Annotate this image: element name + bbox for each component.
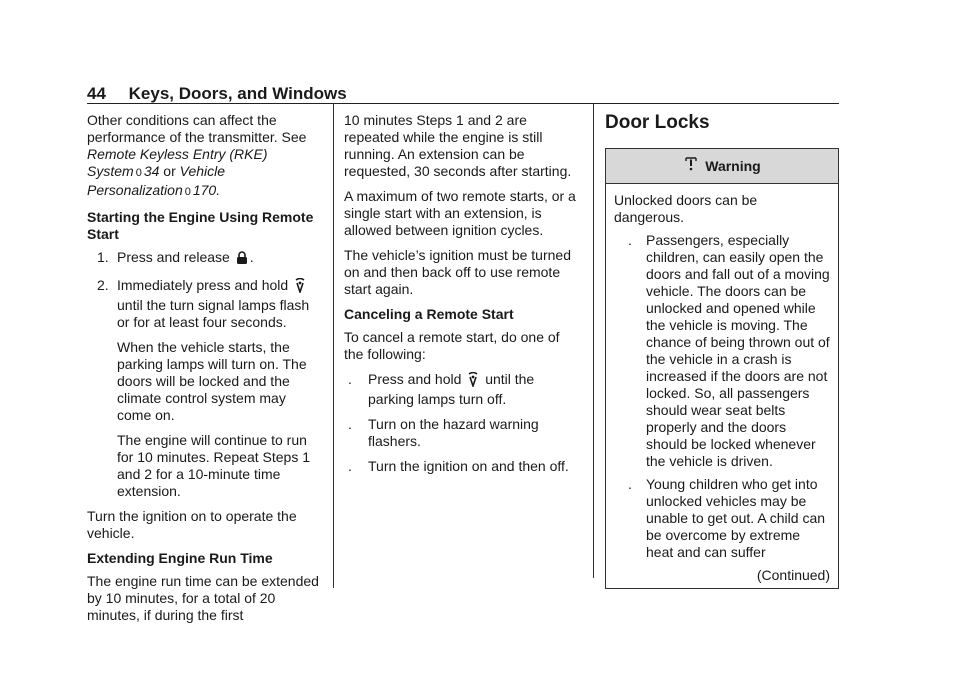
ref-page-personalization[interactable]: 170 — [192, 182, 217, 198]
continued-label: (Continued) — [756, 567, 830, 583]
column-3 — [605, 112, 839, 589]
warning-box — [605, 148, 839, 589]
list-item: . Turn on the hazard warning flashers. — [348, 416, 539, 449]
remote-start-icon — [467, 372, 479, 391]
warning-intro: Unlocked doors can be dangerous. — [614, 192, 758, 225]
subheading-starting: Starting the Engine Using Remote Start — [87, 209, 314, 242]
warning-icon — [683, 156, 699, 176]
ref-link-personalization[interactable]: Vehicle Personalization — [87, 163, 226, 198]
step-note: When the vehicle starts, the parking lamps will turn on. The doors will be locked and the climate control system may come on. — [117, 339, 307, 423]
warning-header — [606, 149, 838, 184]
page-title: Keys, Doors, and Windows — [128, 84, 347, 103]
lock-icon — [236, 251, 248, 269]
remote-start-icon — [294, 278, 306, 297]
body-paragraph: A maximum of two remote starts, or a single start with an extension, is allowed between ignition cycles. — [344, 188, 576, 238]
page-ref-icon: 0 — [184, 186, 191, 198]
page-ref-icon: 0 — [135, 167, 142, 179]
warning-label: Warning — [705, 157, 761, 174]
list-item: . Turn the ignition on and then off. — [348, 458, 569, 474]
list-item: . Press and hold until the parking lamps turn off. — [348, 371, 535, 407]
body-paragraph: The engine run time can be extended by 10 minutes, for a total of 20 minutes, if during the first — [87, 573, 319, 623]
body-paragraph: Turn the ignition on to operate the vehicle. — [87, 508, 297, 541]
column-divider — [593, 104, 594, 578]
steps-list — [87, 249, 319, 500]
body-paragraph: To cancel a remote start, do one of the following: — [344, 329, 560, 362]
intro-paragraph: Other conditions can affect the performance of the transmitter. See Remote Keyless Entry (RKE) System 0 34 or Vehicle Personalization 0 170. — [87, 112, 307, 198]
body-paragraph: 10 minutes Steps 1 and 2 are repeated while the engine is still running. An extension can be requested, 30 seconds after starting. — [344, 112, 572, 179]
subheading-extending: Extending Engine Run Time — [87, 550, 273, 566]
page-number: 44 — [87, 84, 106, 103]
subheading-canceling: Canceling a Remote Start — [344, 306, 514, 322]
step-item: 1. Press and release . — [87, 249, 319, 269]
warning-list — [614, 232, 830, 561]
warning-body — [606, 184, 838, 588]
list-item: . Passengers, especially children, can easily open the doors and fall out of a moving vehicle. The doors can be unlocked and opened while the vehicle is moving. The chance of being thrown out of the vehicle in a crash is increased if the doors are not locked. So, all passengers should wear seat belts properly and the doors should be locked whenever the vehicle is driven. — [628, 232, 830, 469]
cancel-options-list — [344, 371, 580, 475]
step-note: The engine will continue to run for 10 minutes. Repeat Steps 1 and 2 for a 10-minute time extension. — [117, 432, 310, 499]
step-item: 2. Immediately press and hold until the turn signal lamps flash or for at least four seconds. When the vehicle starts, the parking lamps will turn on. The doors will be locked and the climate control system may come on. The engine will continue to run for 10 minutes. Repeat Steps 1 and 2 for a 10-minute time extension. — [87, 277, 319, 500]
column-2 — [344, 112, 580, 483]
column-divider — [333, 104, 334, 588]
column-1 — [87, 112, 319, 632]
header-rule — [87, 103, 839, 104]
body-paragraph: The vehicle’s ignition must be turned on and then back off to use remote start again. — [344, 247, 571, 297]
section-title: Door Locks — [605, 112, 710, 133]
list-item: . Young children who get into unlocked vehicles may be unable to get out. A child can be overcome by extreme heat and can suffer — [628, 476, 826, 560]
ref-link-rke[interactable]: Remote Keyless Entry (RKE) System — [87, 146, 268, 179]
ref-page-rke[interactable]: 34 — [143, 163, 160, 179]
page-header — [87, 84, 839, 104]
